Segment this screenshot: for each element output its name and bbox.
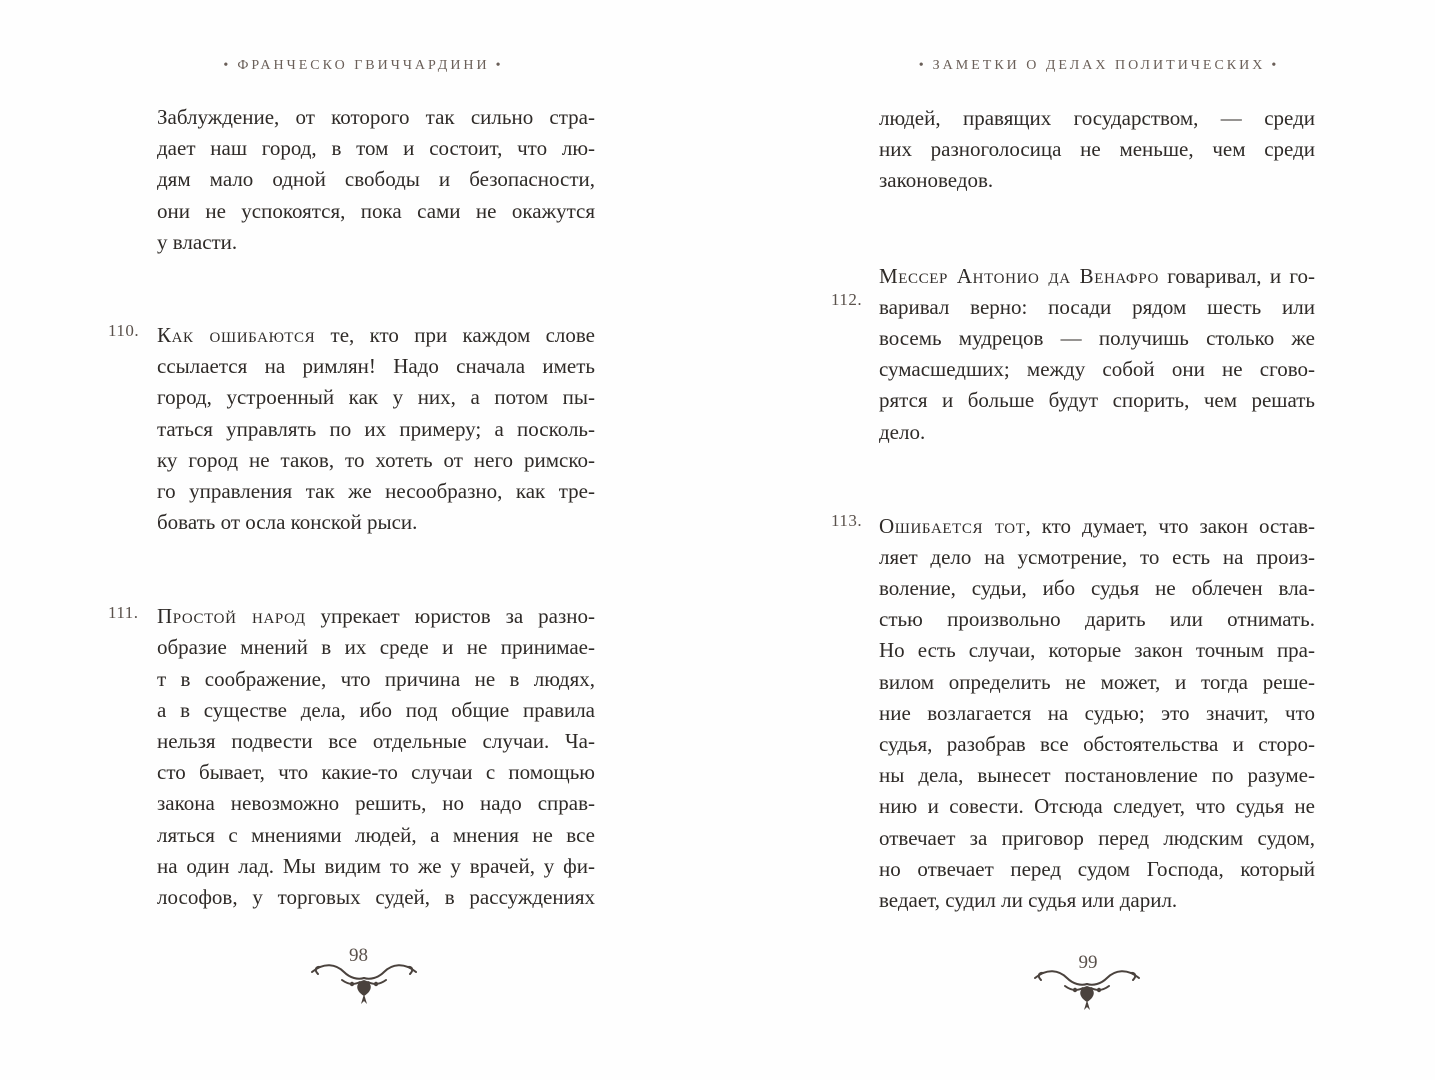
text-line: ляет дело на усмотрение, то есть на произ- (879, 544, 1315, 569)
text-line: город, устроенный как у них, а потом пы- (157, 385, 595, 410)
text-line: ляться с мнениями людей, а мнения не все (157, 822, 595, 847)
right-running-head-text: ЗАМЕТКИ О ДЕЛАХ ПОЛИТИЧЕСКИХ (932, 58, 1266, 73)
left-page-number: 98 (349, 945, 368, 966)
text-line: го управления так же несообразно, как тре- (157, 478, 595, 503)
text-line: закона невозможно решить, но надо справ- (157, 791, 595, 816)
left-running-head-text: ФРАНЧЕСКО ГВИЧЧАРДИНИ (237, 58, 490, 73)
text-line: дает наш город, в том и состоит, что лю- (157, 136, 595, 161)
entry-110-first-line: Как ошибаются те, кто при каждом слове (157, 322, 595, 347)
text-line: сумасшедших; между собой они не сгово- (879, 357, 1315, 382)
text-line: ведает, судил ли судья или дарил. (879, 887, 1178, 912)
text-line: на один лад. Мы видим то же у врачей, у фи- (157, 853, 595, 878)
ornament-flourish-icon (304, 950, 424, 1010)
entry-lead: Простой народ (157, 604, 306, 629)
text-line: ссылается на римлян! Надо сначала иметь (157, 354, 595, 379)
text-line: дям мало одной свободы и безопасности, (157, 167, 595, 192)
entry-lead: Мессер Антонио да Венафро (879, 263, 1159, 288)
text-line: людей, правящих государством, — среди (879, 106, 1315, 130)
text-line: дело. (879, 419, 926, 444)
text-line: таться управлять по их примеру; а посколь- (157, 416, 595, 441)
left-page (0, 0, 717, 1080)
text-line: вилом определить не может, и тогда реше- (879, 669, 1315, 694)
text-line: них разноголосица не меньше, чем среди (879, 137, 1315, 162)
text-line: сто бывает, что какие-то случаи с помощью (157, 760, 595, 785)
text-line: нию и совести. Отсюда следует, что судья не (879, 794, 1315, 819)
text-line: варивал верно: посади рядом шесть или (879, 294, 1315, 319)
text-line: а в существе дела, ибо под общие правила (157, 697, 595, 722)
text-line: Но есть случаи, которые закон точным пра- (879, 638, 1315, 663)
text-line: рятся и больше будут спорить, чем решать (879, 388, 1315, 413)
entry-number: 111. (108, 603, 139, 622)
text-line: т в соображение, что причина не в людях, (157, 666, 595, 691)
entry-113-first-line: Ошибается тот, кто думает, что закон остав- (879, 513, 1315, 538)
left-page-body (157, 102, 595, 913)
text-line: но отвечает перед судом Господа, который (879, 856, 1315, 881)
entry-112-first-line: Мессер Антонио да Венафро говаривал, и го- (879, 263, 1316, 288)
text-line: ние возлагается на судью; это значит, что (879, 700, 1315, 725)
text-line: судья, разобрав все обстоятельства и сторо- (879, 732, 1315, 756)
entry-lead: Как ошибаются (157, 322, 316, 347)
text-line: восемь мудрецов — получишь столько же (879, 325, 1315, 350)
text-line: стью произвольно дарить или отнимать. (879, 607, 1315, 632)
right-page-body (879, 103, 1315, 916)
text-line: воление, судьи, ибо судья не облечен вла- (879, 576, 1315, 601)
ornament-flourish-icon (1027, 956, 1147, 1016)
text-line: отвечает за приговор перед людским судом, (879, 825, 1315, 850)
text-line: законоведов. (879, 168, 994, 193)
text-line: ку город не таков, то хотеть от него римско- (157, 447, 595, 472)
entry-111-first-line: Простой народ упрекает юристов за разно- (157, 604, 595, 629)
entry-lead: Ошибается тот (879, 513, 1026, 538)
entry-number: 113. (831, 511, 863, 530)
text-line: они не успокоятся, пока сами не окажутся (157, 198, 595, 223)
entry-number: 112. (831, 290, 863, 309)
text-line: образие мнений в их среде и не принимае- (157, 635, 595, 660)
left-running-head: • ФРАНЧЕСКО ГВИЧЧАРДИНИ • (223, 58, 504, 73)
text-line: бовать от осла конской рыси. (157, 510, 418, 535)
right-running-head: • ЗАМЕТКИ О ДЕЛАХ ПОЛИТИЧЕСКИХ • (918, 58, 1280, 73)
text-line: у власти. (157, 229, 238, 254)
text-line: Заблуждение, от которого так сильно стра- (157, 105, 595, 129)
right-page-number: 99 (1078, 952, 1098, 973)
text-line: ны дела, вынесет постановление по разуме- (879, 763, 1315, 788)
text-line: нельзя подвести все отдельные случаи. Ча- (157, 729, 595, 753)
entry-number: 110. (108, 321, 140, 340)
text-line: лософов, у торговых судей, в рассуждениях (157, 884, 595, 909)
